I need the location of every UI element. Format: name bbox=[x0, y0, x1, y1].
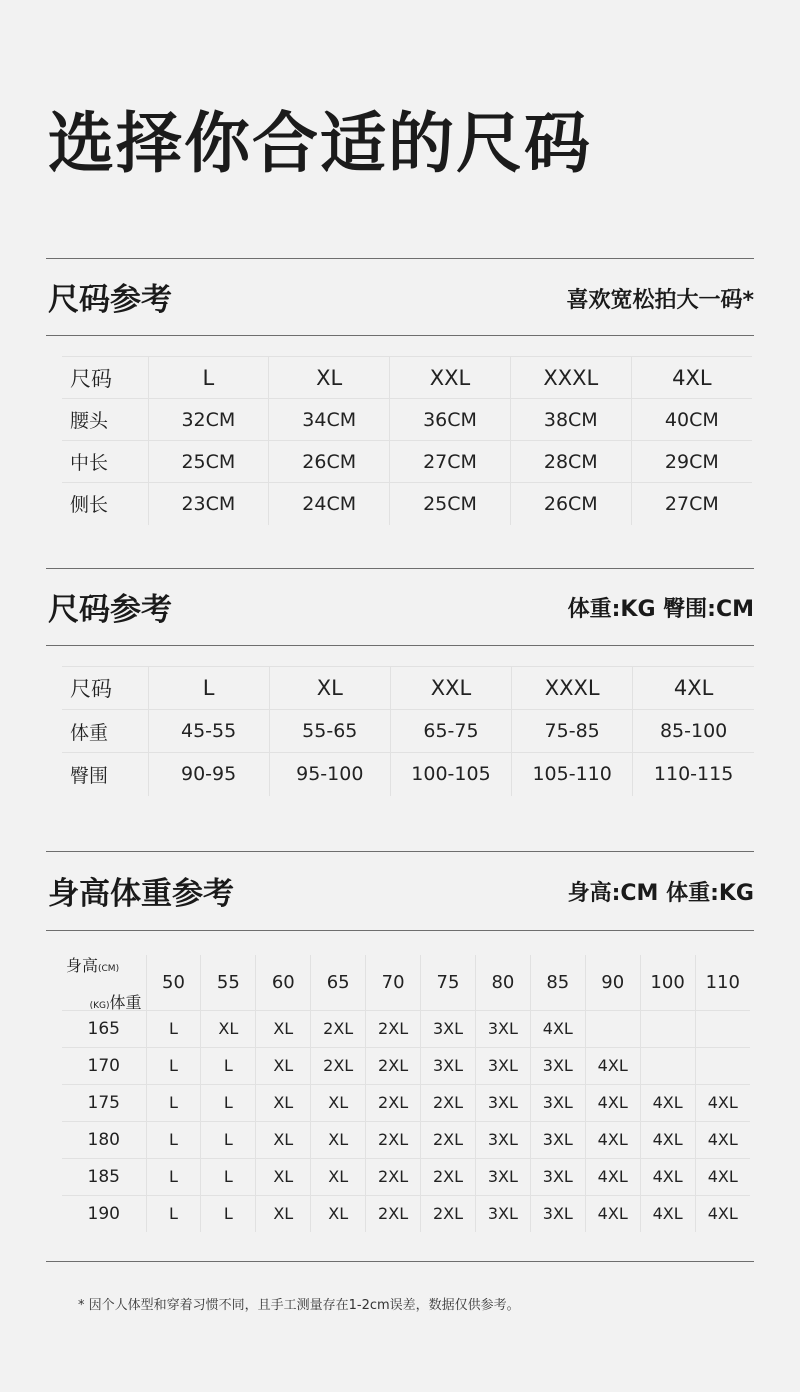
size-cell bbox=[585, 1010, 640, 1047]
size-cell: XL bbox=[256, 1195, 311, 1232]
section-divider bbox=[46, 258, 754, 259]
size-cell: L bbox=[201, 1121, 256, 1158]
table-cell: 110-115 bbox=[633, 753, 754, 796]
table-row bbox=[62, 1084, 750, 1121]
size-cell: 2XL bbox=[366, 1084, 421, 1121]
table-cell: 32CM bbox=[148, 399, 269, 441]
size-cell: 3XL bbox=[475, 1010, 530, 1047]
size-cell: 3XL bbox=[421, 1010, 476, 1047]
size-cell: 4XL bbox=[695, 1121, 750, 1158]
height-label: 175 bbox=[62, 1084, 146, 1121]
table-cell: 25CM bbox=[148, 441, 269, 483]
row-label: 腰头 bbox=[62, 399, 148, 441]
size-cell: 2XL bbox=[366, 1195, 421, 1232]
size-cell: 2XL bbox=[421, 1195, 476, 1232]
weight-header-cell: 55 bbox=[201, 955, 256, 1010]
size-cell: L bbox=[146, 1010, 201, 1047]
header-cell: XL bbox=[269, 357, 390, 399]
section-divider bbox=[46, 335, 754, 336]
table-cell: 45-55 bbox=[148, 710, 269, 753]
size-cell: 4XL bbox=[640, 1084, 695, 1121]
size-cell: 4XL bbox=[585, 1047, 640, 1084]
table-header-row bbox=[62, 955, 750, 1010]
size-cell: 2XL bbox=[366, 1047, 421, 1084]
table-cell: 40CM bbox=[631, 399, 752, 441]
table-row bbox=[62, 399, 752, 441]
table-row bbox=[62, 1195, 750, 1232]
table-cell: 105-110 bbox=[512, 753, 633, 796]
size-cell: 4XL bbox=[530, 1010, 585, 1047]
table-row bbox=[62, 1158, 750, 1195]
table-cell: 27CM bbox=[390, 441, 511, 483]
size-cell: XL bbox=[311, 1158, 366, 1195]
size-cell: 2XL bbox=[366, 1121, 421, 1158]
weight-header-cell: 110 bbox=[695, 955, 750, 1010]
height-label: 165 bbox=[62, 1010, 146, 1047]
table-row bbox=[62, 1010, 750, 1047]
table-cell: 29CM bbox=[631, 441, 752, 483]
size-cell: 3XL bbox=[530, 1121, 585, 1158]
row-label: 体重 bbox=[62, 710, 148, 753]
size-cell: XL bbox=[256, 1047, 311, 1084]
size-cell: 4XL bbox=[585, 1121, 640, 1158]
size-cell: L bbox=[201, 1158, 256, 1195]
section-divider bbox=[46, 930, 754, 931]
size-cell: XL bbox=[311, 1121, 366, 1158]
size-cell: XL bbox=[201, 1010, 256, 1047]
table-cell: 26CM bbox=[269, 441, 390, 483]
size-cell: 3XL bbox=[475, 1047, 530, 1084]
size-cell: 3XL bbox=[530, 1047, 585, 1084]
height-label: 170 bbox=[62, 1047, 146, 1084]
row-label: 臀围 bbox=[62, 753, 148, 796]
header-cell: 4XL bbox=[633, 667, 754, 710]
table-header-row bbox=[62, 667, 754, 710]
table-cell: 24CM bbox=[269, 483, 390, 525]
table-cell: 55-65 bbox=[269, 710, 390, 753]
size-cell: 4XL bbox=[585, 1158, 640, 1195]
size-cell: 4XL bbox=[640, 1121, 695, 1158]
size-cell bbox=[695, 1010, 750, 1047]
weight-header-cell: 90 bbox=[585, 955, 640, 1010]
size-cell: 4XL bbox=[695, 1084, 750, 1121]
page-title: 选择你合适的尺码 bbox=[48, 105, 592, 182]
header-cell: 尺码 bbox=[62, 667, 148, 710]
weight-header-cell: 70 bbox=[366, 955, 421, 1010]
header-cell: 尺码 bbox=[62, 357, 148, 399]
table-row bbox=[62, 710, 754, 753]
size-cell: 2XL bbox=[421, 1084, 476, 1121]
weight-header-cell: 80 bbox=[475, 955, 530, 1010]
section-title: 尺码参考 bbox=[48, 592, 172, 628]
section-divider bbox=[46, 1261, 754, 1262]
table-cell: 95-100 bbox=[269, 753, 390, 796]
table-row bbox=[62, 753, 754, 796]
size-table-weight bbox=[62, 666, 754, 796]
height-label: 身高 bbox=[66, 956, 99, 976]
size-cell: XL bbox=[256, 1158, 311, 1195]
table-cell: 38CM bbox=[510, 399, 631, 441]
size-cell: L bbox=[201, 1195, 256, 1232]
table-row bbox=[62, 483, 752, 525]
size-cell: 2XL bbox=[366, 1010, 421, 1047]
table-corner-cell bbox=[62, 955, 146, 1013]
table-cell: 75-85 bbox=[512, 710, 633, 753]
height-label: 180 bbox=[62, 1121, 146, 1158]
size-cell: 3XL bbox=[530, 1195, 585, 1232]
weight-unit: (KG) bbox=[89, 1001, 110, 1012]
size-cell: 2XL bbox=[311, 1010, 366, 1047]
table-row bbox=[62, 1047, 750, 1084]
section-title: 身高体重参考 bbox=[48, 876, 234, 912]
size-cell: 3XL bbox=[475, 1121, 530, 1158]
height-label: 185 bbox=[62, 1158, 146, 1195]
footnote: * 因个人体型和穿着习惯不同，且手工测量存在1-2cm误差，数据仅供参考。 bbox=[78, 1298, 520, 1313]
section-divider bbox=[46, 645, 754, 646]
weight-label: 体重 bbox=[109, 993, 142, 1013]
size-cell: XL bbox=[311, 1084, 366, 1121]
table-cell: 23CM bbox=[148, 483, 269, 525]
size-cell: 4XL bbox=[640, 1158, 695, 1195]
size-cell: XL bbox=[256, 1121, 311, 1158]
size-cell: 2XL bbox=[421, 1121, 476, 1158]
table-cell: 100-105 bbox=[390, 753, 511, 796]
header-cell: XXXL bbox=[510, 357, 631, 399]
size-cell: L bbox=[146, 1195, 201, 1232]
size-cell bbox=[640, 1047, 695, 1084]
size-cell: 3XL bbox=[530, 1084, 585, 1121]
row-label: 中长 bbox=[62, 441, 148, 483]
size-cell bbox=[640, 1010, 695, 1047]
section-note: 体重:KG 臀围:CM bbox=[567, 597, 754, 622]
size-cell: 3XL bbox=[530, 1158, 585, 1195]
size-cell: 3XL bbox=[421, 1047, 476, 1084]
section-divider bbox=[46, 851, 754, 852]
size-cell: L bbox=[146, 1121, 201, 1158]
weight-header-cell: 60 bbox=[256, 955, 311, 1010]
size-cell: 4XL bbox=[585, 1084, 640, 1121]
size-cell: 3XL bbox=[475, 1195, 530, 1232]
header-cell: XXL bbox=[390, 357, 511, 399]
header-cell: XL bbox=[269, 667, 390, 710]
weight-header-cell: 50 bbox=[146, 955, 201, 1010]
table-cell: 36CM bbox=[390, 399, 511, 441]
weight-header-cell: 85 bbox=[530, 955, 585, 1010]
size-cell: 2XL bbox=[421, 1158, 476, 1195]
section-divider bbox=[46, 568, 754, 569]
size-cell: L bbox=[146, 1047, 201, 1084]
size-cell: 4XL bbox=[695, 1195, 750, 1232]
table-cell: 34CM bbox=[269, 399, 390, 441]
size-cell: 2XL bbox=[366, 1158, 421, 1195]
section-title: 尺码参考 bbox=[48, 282, 172, 318]
size-cell: XL bbox=[311, 1195, 366, 1232]
table-row bbox=[62, 441, 752, 483]
section-note: 身高:CM 体重:KG bbox=[567, 881, 754, 906]
weight-header-cell: 65 bbox=[311, 955, 366, 1010]
header-cell: L bbox=[148, 357, 269, 399]
size-cell: L bbox=[201, 1047, 256, 1084]
header-cell: XXXL bbox=[512, 667, 633, 710]
height-weight-table bbox=[62, 955, 750, 1232]
weight-header-cell: 75 bbox=[421, 955, 476, 1010]
row-label: 侧长 bbox=[62, 483, 148, 525]
height-unit: (CM) bbox=[98, 964, 120, 975]
section-note: 喜欢宽松拍大一码* bbox=[566, 288, 754, 313]
table-cell: 27CM bbox=[631, 483, 752, 525]
header-cell: L bbox=[148, 667, 269, 710]
table-header-row bbox=[62, 357, 752, 399]
size-table-waist bbox=[62, 356, 752, 525]
size-cell: L bbox=[201, 1084, 256, 1121]
size-cell: L bbox=[146, 1084, 201, 1121]
size-cell: XL bbox=[256, 1010, 311, 1047]
table-cell: 25CM bbox=[390, 483, 511, 525]
size-cell: 4XL bbox=[585, 1195, 640, 1232]
table-cell: 65-75 bbox=[390, 710, 511, 753]
table-cell: 28CM bbox=[510, 441, 631, 483]
header-cell: XXL bbox=[390, 667, 511, 710]
size-cell: 2XL bbox=[311, 1047, 366, 1084]
size-cell: 4XL bbox=[695, 1158, 750, 1195]
table-cell: 26CM bbox=[510, 483, 631, 525]
table-cell: 85-100 bbox=[633, 710, 754, 753]
weight-header-cell: 100 bbox=[640, 955, 695, 1010]
size-cell: L bbox=[146, 1158, 201, 1195]
size-cell: XL bbox=[256, 1084, 311, 1121]
size-cell bbox=[695, 1047, 750, 1084]
header-cell: 4XL bbox=[631, 357, 752, 399]
size-cell: 3XL bbox=[475, 1084, 530, 1121]
table-row bbox=[62, 1121, 750, 1158]
height-label: 190 bbox=[62, 1195, 146, 1232]
size-cell: 3XL bbox=[475, 1158, 530, 1195]
table-cell: 90-95 bbox=[148, 753, 269, 796]
size-cell: 4XL bbox=[640, 1195, 695, 1232]
